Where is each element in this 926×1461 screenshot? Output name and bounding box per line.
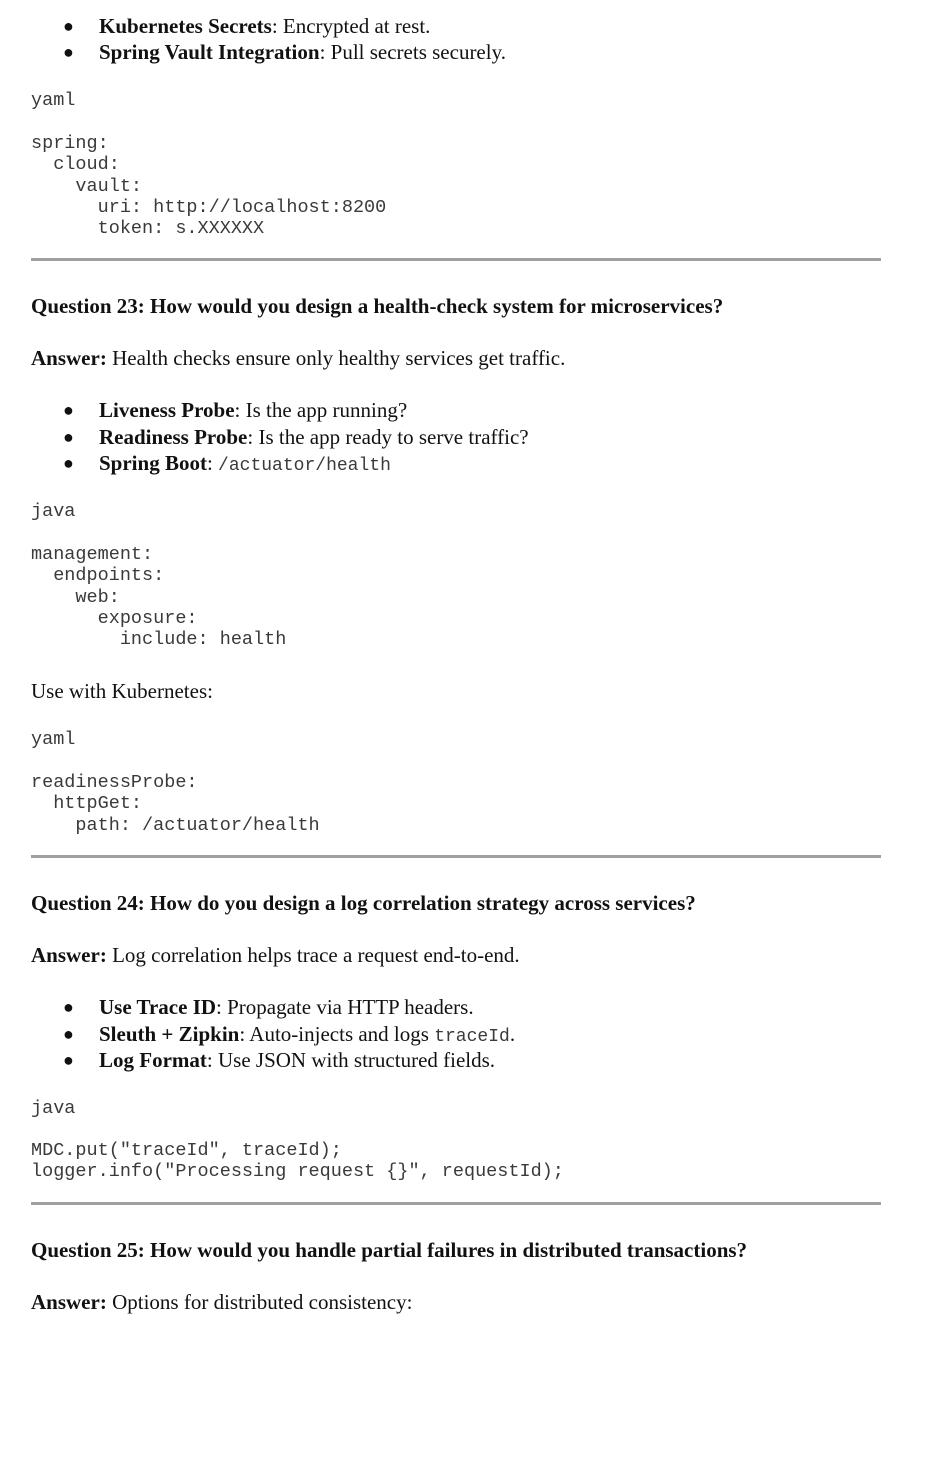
term: Sleuth + Zipkin [99, 1022, 240, 1046]
term: Use Trace ID [99, 995, 217, 1019]
desc: : Auto-injects and logs [239, 1022, 435, 1046]
desc: : Is the app ready to serve traffic? [247, 425, 529, 449]
term: Liveness Probe [99, 398, 235, 422]
list-item [63, 1021, 516, 1050]
answer [31, 1289, 412, 1315]
divider [31, 855, 881, 858]
term: Spring Vault Integration [99, 40, 320, 64]
question-heading: Question 25: How would you handle partial failures in distributed transactions? [31, 1238, 748, 1262]
answer [31, 345, 565, 371]
question-heading: Question 24: How do you design a log correlation strategy across services? [31, 891, 696, 915]
bullet-icon: ● [63, 42, 74, 62]
answer-label: Answer: [31, 1290, 107, 1314]
question-heading: Question 23: How would you design a health-check system for microservices? [31, 294, 724, 318]
code-language-label: yaml [31, 90, 76, 111]
term: Spring Boot [99, 451, 207, 475]
list-item [63, 13, 431, 39]
desc: : Pull secrets securely. [319, 40, 506, 64]
desc: : [206, 451, 219, 475]
answer-text: Health checks ensure only healthy services get traffic. [106, 346, 566, 370]
inline-code: /actuator/health [218, 456, 391, 476]
term: Readiness Probe [99, 425, 248, 449]
code-block: management: endpoints: web: exposure: include: health [31, 544, 287, 651]
desc: : Encrypted at rest. [271, 14, 431, 38]
bullet-icon: ● [63, 1024, 74, 1044]
answer-label: Answer: [31, 943, 107, 967]
bullet-icon: ● [63, 400, 74, 420]
inline-code: traceId [434, 1027, 510, 1047]
code-language-label: java [31, 501, 76, 522]
bullet-icon: ● [63, 1050, 74, 1070]
term: Log Format [99, 1048, 207, 1072]
list-item [63, 39, 506, 65]
desc: : Propagate via HTTP headers. [216, 995, 474, 1019]
bullet-icon: ● [63, 453, 74, 473]
bullet-icon: ● [63, 427, 74, 447]
code-block: spring: cloud: vault: uri: http://localhost:8200 token: s.XXXXXX [31, 133, 387, 240]
list-item [63, 994, 474, 1020]
code-language-label: yaml [31, 729, 76, 750]
list-item [63, 397, 408, 423]
bullet-icon: ● [63, 997, 74, 1017]
code-block: MDC.put("traceId", traceId); logger.info("Processing request {}", requestId); [31, 1140, 564, 1183]
desc: : Is the app running? [234, 398, 408, 422]
code-block: readinessProbe: httpGet: path: /actuator/health [31, 772, 320, 836]
answer-text: Options for distributed consistency: [106, 1290, 413, 1314]
code-language-label: java [31, 1098, 76, 1119]
answer-label: Answer: [31, 346, 107, 370]
divider [31, 258, 881, 261]
term: Kubernetes Secrets [99, 14, 272, 38]
desc-end: . [509, 1022, 516, 1046]
note-text: Use with Kubernetes: [31, 679, 213, 703]
desc: : Use JSON with structured fields. [206, 1048, 496, 1072]
answer [31, 942, 520, 968]
list-item [63, 1047, 496, 1073]
list-item [63, 424, 529, 450]
bullet-icon: ● [63, 16, 74, 36]
answer-text: Log correlation helps trace a request end-to-end. [106, 943, 520, 967]
divider [31, 1202, 881, 1205]
list-item [63, 450, 391, 479]
